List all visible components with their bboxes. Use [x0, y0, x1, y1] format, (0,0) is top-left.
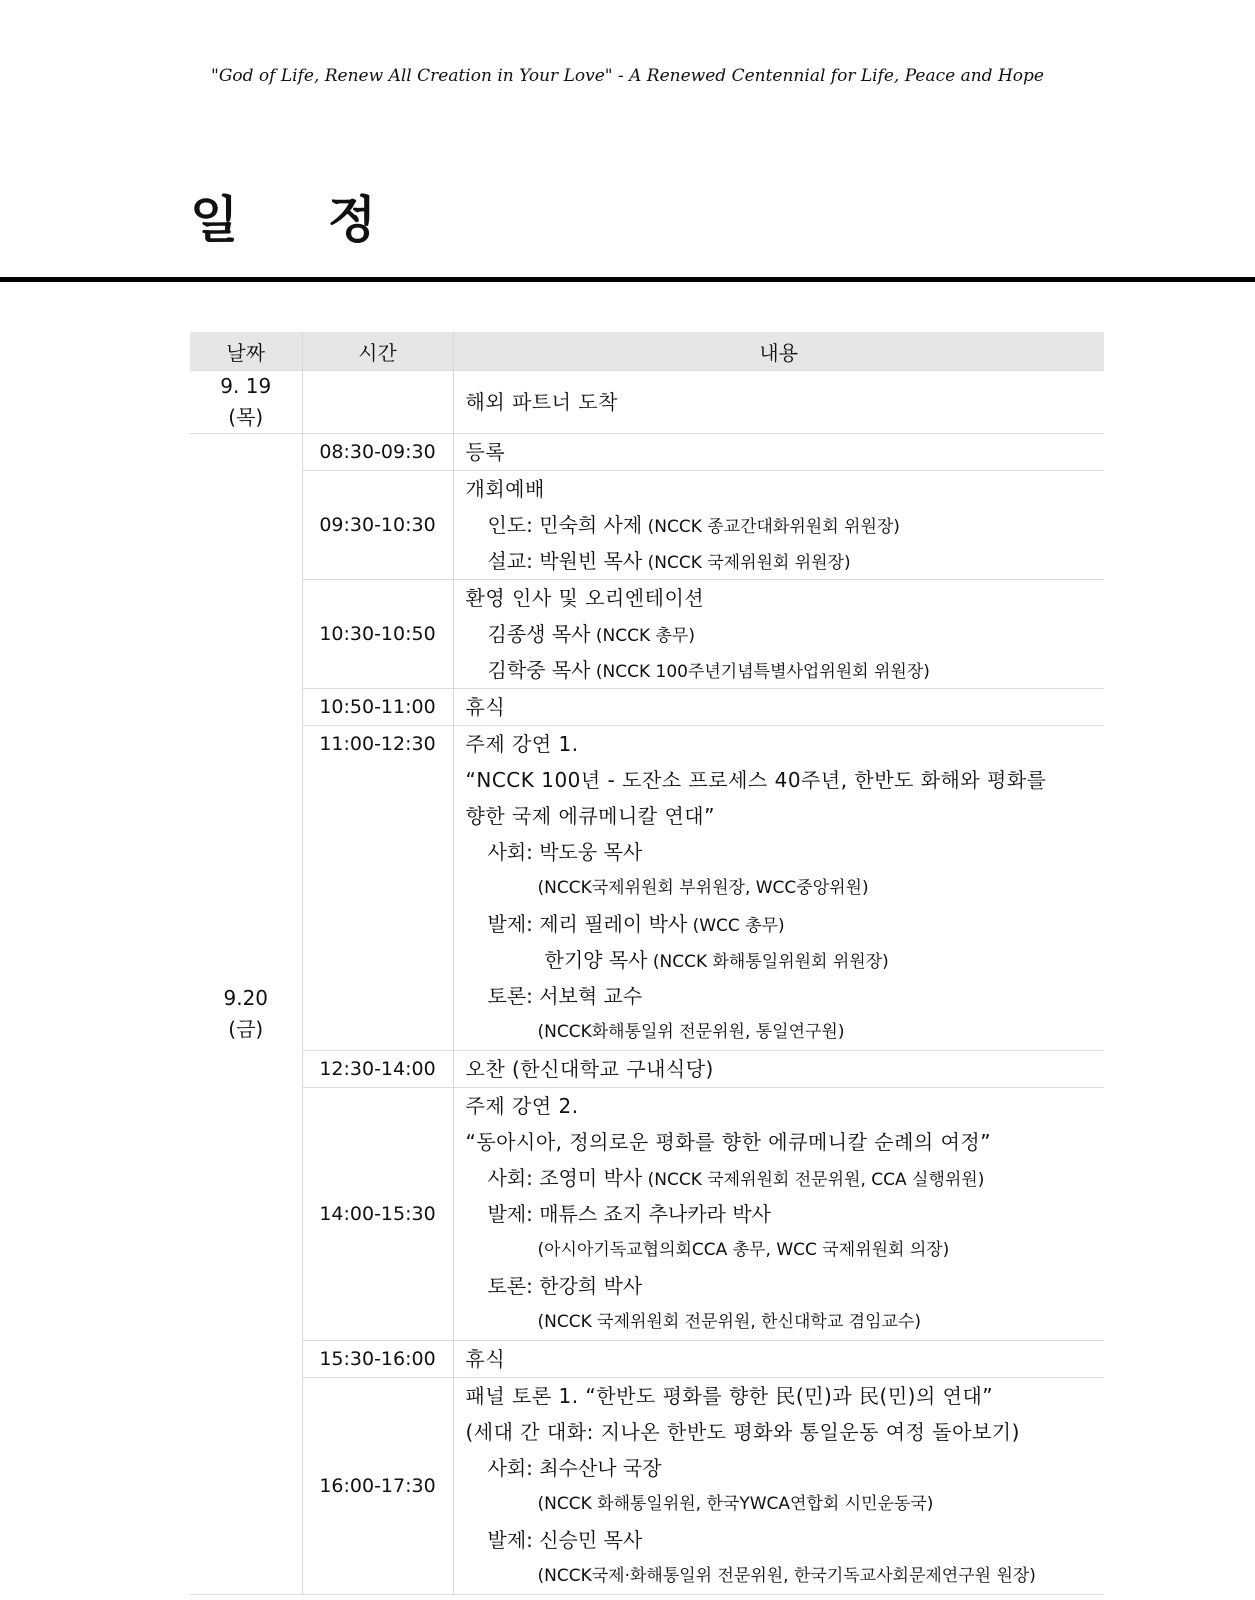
- event-title: 휴식: [465, 1347, 506, 1371]
- sermon-line: 설교: 박원빈 목사 (NCCK 국제위원회 위원장): [487, 549, 851, 573]
- header-content: 내용: [453, 332, 1104, 371]
- event-title: 환영 인사 및 오리엔테이션: [465, 586, 705, 610]
- time-cell: 12:30-14:00: [302, 1051, 453, 1088]
- event-title: 휴식: [465, 695, 506, 719]
- presenter-line: 발제: 매튜스 죠지 추나카라 박사: [487, 1202, 771, 1226]
- time-cell: 08:30-09:30: [302, 434, 453, 471]
- event-title: 오찬 (한신대학교 구내식당): [465, 1057, 714, 1081]
- presenter-line: 한기양 목사 (NCCK 화해통일위원회 위원장): [544, 948, 889, 972]
- content-cell: [453, 689, 1104, 726]
- schedule-table: [190, 332, 1104, 1595]
- page-title: 일 정: [190, 191, 413, 249]
- table-header-row: [190, 332, 1104, 371]
- presenter-line: 발제: 제리 필레이 박사 (WCC 총무): [487, 912, 785, 936]
- date-cell: [190, 434, 302, 1595]
- content-cell: [453, 371, 1104, 434]
- table-row: [190, 1088, 1104, 1341]
- event-title: 개회예배: [465, 477, 545, 501]
- table-row: [190, 1378, 1104, 1595]
- date-label: 9.20: [223, 986, 269, 1010]
- lecture-title-cont: 향한 국제 에큐메니칼 연대”: [465, 804, 715, 828]
- header-time: 시간: [302, 332, 453, 371]
- title-divider: [0, 277, 1255, 282]
- time-label: 11:00-12:30: [319, 733, 436, 755]
- speaker-line: 김학중 목사 (NCCK 100주년기념특별사업위원회 위원장): [487, 658, 930, 682]
- time-cell: 10:30-10:50: [302, 580, 453, 689]
- event-title: 등록: [465, 440, 506, 464]
- discussant-line: 토론: 한강희 박사: [487, 1274, 643, 1298]
- table-row: [190, 371, 1104, 434]
- event-title: 주제 강연 1.: [465, 732, 579, 756]
- time-cell: [302, 726, 453, 1051]
- time-cell: 14:00-15:30: [302, 1088, 453, 1341]
- lecture-title: “NCCK 100년 - 도잔소 프로세스 40주년, 한반도 화해와 평화를: [465, 768, 1047, 792]
- moderator-affiliation: (NCCK국제위원회 부위원장, WCC중앙위원): [537, 878, 869, 898]
- content-cell: [453, 726, 1104, 1051]
- speaker-line: 김종생 목사 (NCCK 총무): [487, 622, 695, 646]
- content-cell: [453, 580, 1104, 689]
- event-title: 해외 파트너 도착: [465, 390, 618, 414]
- header-date: 날짜: [190, 332, 302, 371]
- event-title: 패널 토론 1. “한반도 평화를 향한 民(민)과 民(민)의 연대”: [465, 1384, 994, 1408]
- lecture-title: “동아시아, 정의로운 평화를 향한 에큐메니칼 순례의 여정”: [465, 1130, 992, 1154]
- content-cell: [453, 1051, 1104, 1088]
- table-row: [190, 580, 1104, 689]
- presenter-affiliation: (NCCK국제·화해통일위 전문위원, 한국기독교사회문제연구원 원장): [537, 1566, 1036, 1586]
- moderator-line: 사회: 조영미 박사 (NCCK 국제위원회 전문위원, CCA 실행위원): [487, 1166, 985, 1190]
- weekday-label: (목): [228, 405, 264, 429]
- event-subtitle: (세대 간 대화: 지나온 한반도 평화와 통일운동 여정 돌아보기): [465, 1420, 1020, 1444]
- content-cell: [453, 1341, 1104, 1378]
- time-cell: 10:50-11:00: [302, 689, 453, 726]
- content-cell: [453, 434, 1104, 471]
- table-row: [190, 434, 1104, 471]
- table-row: [190, 1341, 1104, 1378]
- table-row: [190, 726, 1104, 1051]
- content-cell: [453, 471, 1104, 580]
- presenter-affiliation: (아시아기독교협의회CCA 총무, WCC 국제위원회 의장): [537, 1240, 950, 1260]
- header-tagline: "God of Life, Renew All Creation in Your Love" - A Renewed Centennial for Life, Peace and Hope: [211, 66, 1044, 86]
- discussant-line: 토론: 서보혁 교수: [487, 984, 643, 1008]
- weekday-label: (금): [228, 1017, 264, 1041]
- presenter-line: 발제: 신승민 목사: [487, 1528, 643, 1552]
- date-cell: [190, 371, 302, 434]
- time-cell: 15:30-16:00: [302, 1341, 453, 1378]
- moderator-line: 사회: 최수산나 국장: [487, 1456, 662, 1480]
- table-row: [190, 1051, 1104, 1088]
- time-cell: [302, 371, 453, 434]
- moderator-affiliation: (NCCK 화해통일위원, 한국YWCA연합회 시민운동국): [537, 1494, 934, 1514]
- event-title: 주제 강연 2.: [465, 1094, 579, 1118]
- moderator-line: 사회: 박도웅 목사: [487, 840, 643, 864]
- content-cell: [453, 1378, 1104, 1595]
- date-label: 9. 19: [220, 374, 272, 398]
- officiant-line: 인도: 민숙희 사제 (NCCK 종교간대화위원회 위원장): [487, 513, 900, 537]
- discussant-affiliation: (NCCK 국제위원회 전문위원, 한신대학교 겸임교수): [537, 1312, 921, 1332]
- time-cell: 09:30-10:30: [302, 471, 453, 580]
- table-row: [190, 471, 1104, 580]
- table-row: [190, 689, 1104, 726]
- discussant-affiliation: (NCCK화해통일위 전문위원, 통일연구원): [537, 1022, 845, 1042]
- time-cell: 16:00-17:30: [302, 1378, 453, 1595]
- content-cell: [453, 1088, 1104, 1341]
